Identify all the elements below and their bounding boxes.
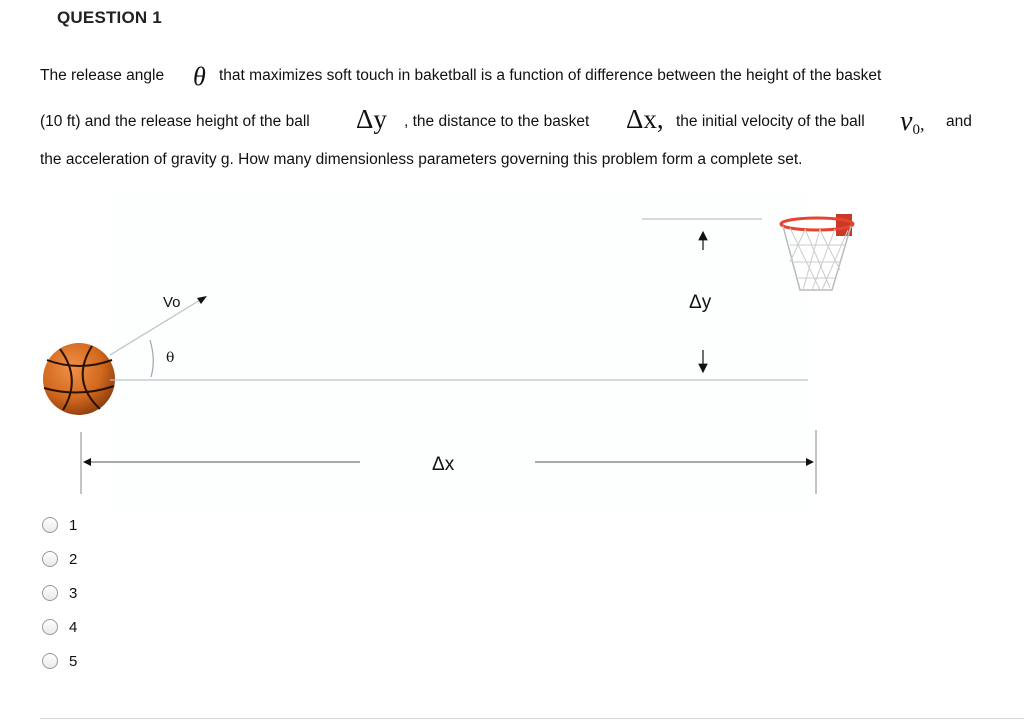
- court-background: [110, 195, 810, 515]
- question-text-2b: , the distance to the basket: [404, 113, 590, 130]
- question-text-1b: that maximizes soft touch in baketball is a function of difference between the height of the basket: [219, 67, 882, 84]
- option-label-2: 2: [69, 550, 78, 568]
- v0-subscript: 0: [912, 122, 920, 138]
- theta-symbol: θ: [193, 62, 206, 91]
- delta-y-text: Δy: [356, 104, 387, 134]
- v0-comma: ,: [919, 114, 925, 134]
- question-text-2a: (10 ft) and the release height of the ball: [40, 113, 310, 130]
- theta-label: θ: [166, 350, 175, 366]
- v0-v: v: [900, 106, 913, 137]
- v0-label: Vo: [163, 294, 181, 311]
- question-text-2d: and: [946, 113, 972, 130]
- question-text-3: the acceleration of gravity g. How many dimensionless parameters governing this problem form a complete set.: [40, 151, 803, 168]
- question-title: QUESTION 1: [57, 8, 162, 27]
- radio-option-2[interactable]: [42, 551, 58, 567]
- radio-option-5[interactable]: [42, 653, 58, 669]
- basketball-icon: [43, 343, 115, 415]
- option-label-5: 5: [69, 652, 78, 670]
- delta-x-symbol: Δx,: [626, 104, 664, 134]
- radio-option-4[interactable]: [42, 619, 58, 635]
- option-label-3: 3: [69, 584, 78, 602]
- dy-label: Δy: [689, 292, 712, 313]
- option-3[interactable]: [42, 576, 77, 610]
- question-text-1a: The release angle: [40, 67, 165, 84]
- option-1[interactable]: [42, 508, 77, 542]
- radio-option-3[interactable]: [42, 585, 58, 601]
- option-label-1: 1: [69, 516, 78, 534]
- answer-options: [42, 508, 77, 678]
- option-label-4: 4: [69, 618, 78, 636]
- question-text-2c: the initial velocity of the ball: [676, 113, 865, 130]
- radio-option-1[interactable]: [42, 517, 58, 533]
- option-5[interactable]: [42, 644, 77, 678]
- dx-label: Δx: [432, 454, 455, 475]
- option-2[interactable]: [42, 542, 77, 576]
- bottom-divider: [40, 718, 1024, 719]
- option-4[interactable]: [42, 610, 77, 644]
